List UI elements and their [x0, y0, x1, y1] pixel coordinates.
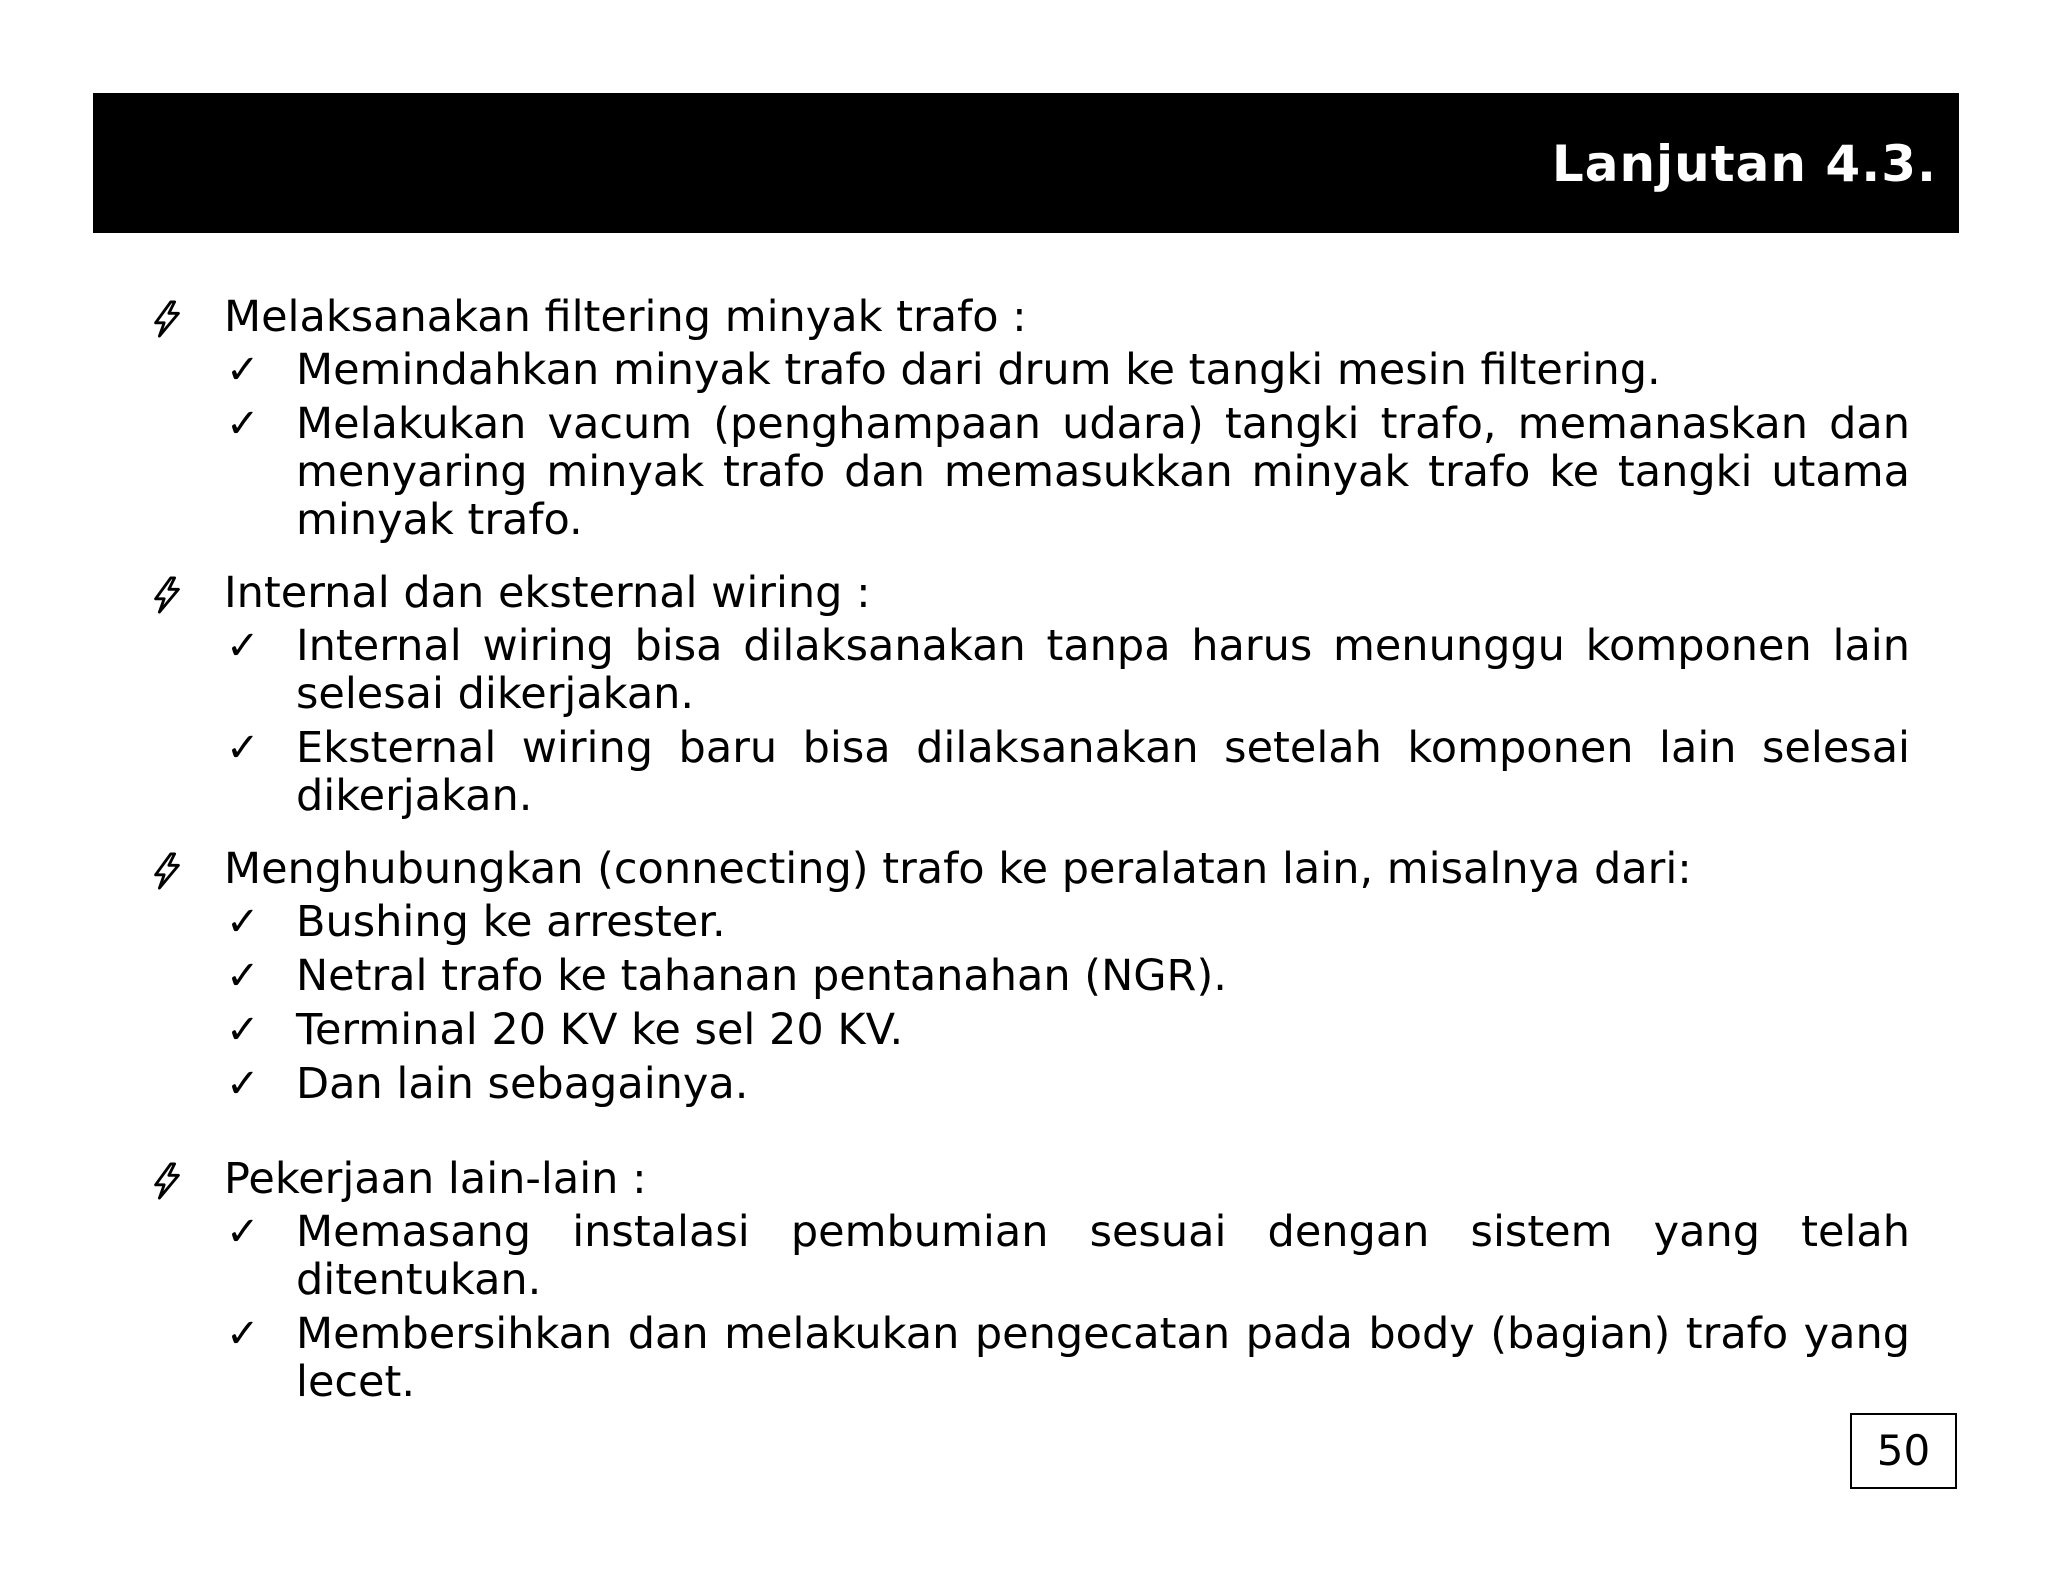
- list-item-text: Internal wiring bisa dilaksanakan tanpa harus menunggu komponen lain selesai dikerjakan.: [296, 621, 1910, 719]
- list-item-text: Memindahkan minyak trafo dari drum ke tangki mesin filtering.: [296, 345, 1661, 395]
- section-heading: [148, 568, 1910, 618]
- list-item: [148, 1310, 1910, 1406]
- list-item: [148, 346, 1910, 394]
- section-other-work: [148, 1154, 1910, 1406]
- checkmark-icon: ✓: [226, 725, 260, 771]
- section-wiring: [148, 568, 1910, 820]
- section-filtering: [148, 292, 1910, 544]
- list-item-text: Dan lain sebagainya.: [296, 1059, 749, 1109]
- page-number: 50: [1850, 1413, 1957, 1489]
- checkmark-icon: ✓: [226, 1007, 260, 1053]
- section-heading: [148, 292, 1910, 342]
- section-heading: [148, 1154, 1910, 1204]
- checkmark-icon: ✓: [226, 1209, 260, 1255]
- list-item-text: Melakukan vacum (penghampaan udara) tangki trafo, memanaskan dan menyaring minyak trafo dan memasukkan minyak trafo ke tangki utama minyak trafo.: [296, 399, 1910, 545]
- sub-list: [148, 622, 1910, 820]
- lightning-bolt-icon: [148, 852, 186, 890]
- list-item: [148, 724, 1910, 820]
- checkmark-icon: ✓: [226, 899, 260, 945]
- lightning-bolt-icon: [148, 576, 186, 614]
- section-connecting: [148, 844, 1910, 1108]
- section-heading-text: Internal dan eksternal wiring :: [224, 568, 871, 618]
- list-item: [148, 1006, 1910, 1054]
- list-item-text: Memasang instalasi pembumian sesuai dengan sistem yang telah ditentukan.: [296, 1207, 1910, 1305]
- list-item-text: Eksternal wiring baru bisa dilaksanakan setelah komponen lain selesai dikerjakan.: [296, 723, 1910, 821]
- section-heading-text: Pekerjaan lain-lain :: [224, 1154, 647, 1204]
- section-heading: [148, 844, 1910, 894]
- sub-list: [148, 1208, 1910, 1406]
- checkmark-icon: ✓: [226, 1061, 260, 1107]
- list-item: [148, 898, 1910, 946]
- sub-list: [148, 898, 1910, 1108]
- section-heading-text: Melaksanakan filtering minyak trafo :: [224, 292, 1027, 342]
- sub-list: [148, 346, 1910, 544]
- list-item-text: Bushing ke arrester.: [296, 897, 726, 947]
- list-item: [148, 1060, 1910, 1108]
- checkmark-icon: ✓: [226, 1311, 260, 1357]
- list-item-text: Netral trafo ke tahanan pentanahan (NGR).: [296, 951, 1227, 1001]
- checkmark-icon: ✓: [226, 401, 260, 447]
- content-body: [148, 292, 1910, 1430]
- checkmark-icon: ✓: [226, 347, 260, 393]
- checkmark-icon: ✓: [226, 623, 260, 669]
- list-item: [148, 1208, 1910, 1304]
- list-item: [148, 952, 1910, 1000]
- list-item-text: Terminal 20 KV ke sel 20 KV.: [296, 1005, 904, 1055]
- list-item-text: Membersihkan dan melakukan pengecatan pada body (bagian) trafo yang lecet.: [296, 1309, 1910, 1407]
- list-item: [148, 400, 1910, 544]
- header-bar: [93, 93, 1959, 233]
- page-title: Lanjutan 4.3.: [1551, 135, 1937, 193]
- lightning-bolt-icon: [148, 300, 186, 338]
- section-heading-text: Menghubungkan (connecting) trafo ke peralatan lain, misalnya dari:: [224, 844, 1692, 894]
- lightning-bolt-icon: [148, 1162, 186, 1200]
- list-item: [148, 622, 1910, 718]
- checkmark-icon: ✓: [226, 953, 260, 999]
